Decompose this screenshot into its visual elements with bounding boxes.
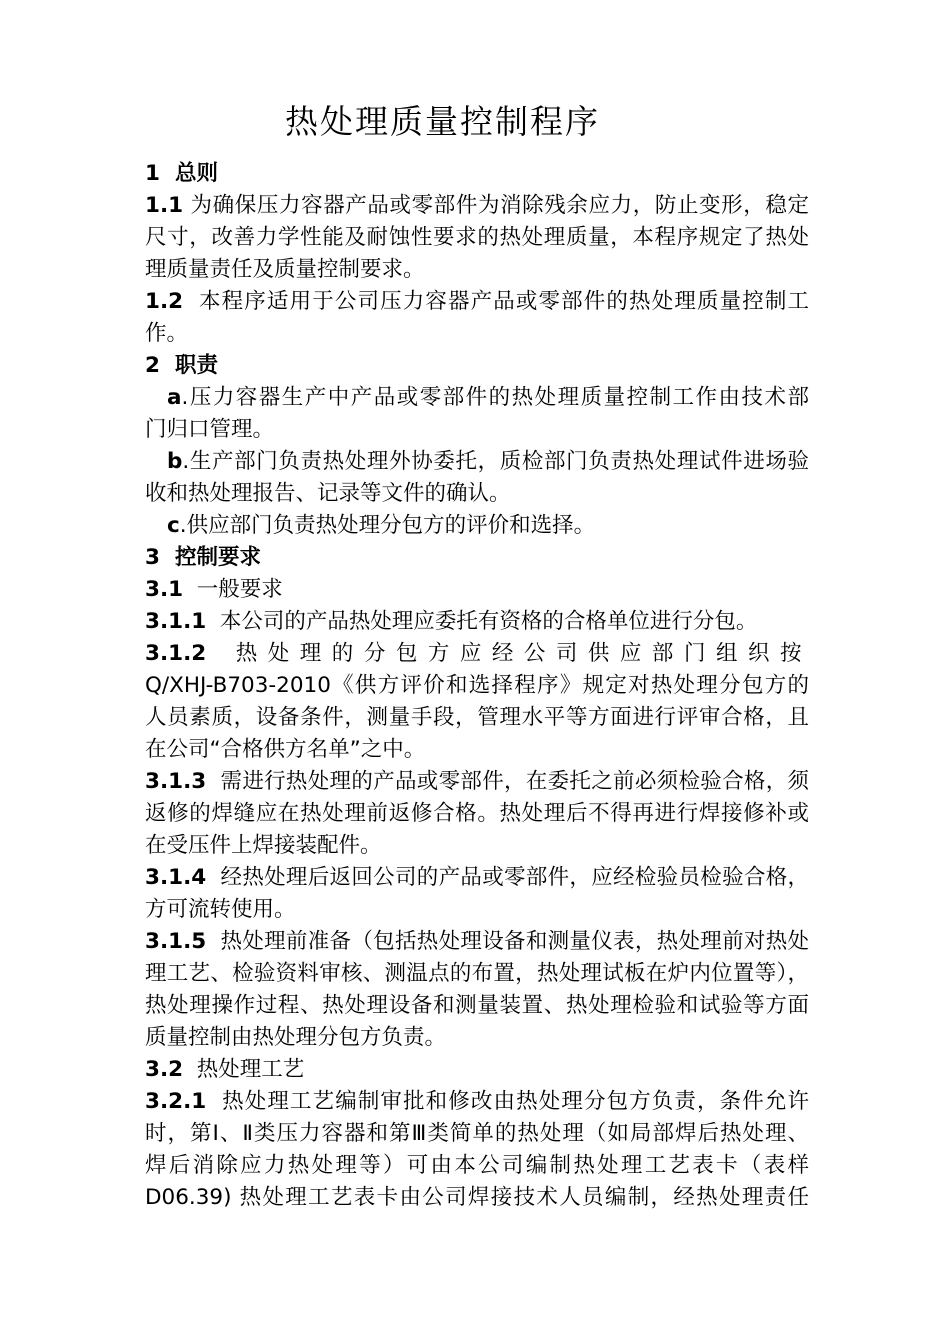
- item-letter: a: [167, 385, 182, 410]
- clause-line: 本公司的产品热处理应委托有资格的合格单位进行分包。: [219, 609, 758, 634]
- item-line: .供应部门负责热处理分包方的评价和选择。: [179, 513, 596, 538]
- subsection-number: 3.2: [145, 1057, 184, 1082]
- clause-3-1-2: [145, 638, 809, 766]
- section-title: 职责: [174, 353, 218, 378]
- clause-line: 焊后消除应力热处理等）可由本公司编制热处理工艺表卡（表样: [145, 1153, 809, 1178]
- clause-3-1-5: [145, 926, 809, 1054]
- clause-number: 1.2: [145, 289, 184, 314]
- clause-number: 3.2.1: [145, 1089, 207, 1114]
- clause-line: 本程序适用于公司压力容器产品或零部件的热处理质量控制工: [199, 289, 809, 314]
- item-line: 收和热处理报告、记录等文件的确认。: [145, 481, 511, 506]
- subsection-3-2-heading: [145, 1054, 809, 1086]
- item-line: .生产部门负责热处理外协委托，质检部门负责热处理试件进场验: [182, 449, 809, 474]
- section-3-heading: [145, 542, 809, 574]
- clause-line: 尺寸，改善力学性能及耐蚀性要求的热处理质量，本程序规定了热处: [145, 225, 809, 250]
- subsection-title: 一般要求: [196, 577, 283, 602]
- section-title: 总则: [174, 161, 218, 186]
- clause-line: 热处理前准备（包括热处理设备和测量仪表，热处理前对热处: [220, 929, 809, 954]
- clause-number: 3.1.4: [145, 865, 207, 890]
- section-number: 3: [145, 545, 160, 570]
- clause-line: 理质量责任及质量控制要求。: [145, 257, 425, 282]
- clause-3-1-4: [145, 862, 809, 926]
- subsection-number: 3.1: [145, 577, 184, 602]
- duty-a: [145, 382, 809, 446]
- clause-3-1-1: [145, 606, 809, 638]
- clause-line: 理工艺、检验资料审核、测温点的布置，热处理试板在炉内位置等），: [145, 961, 809, 986]
- clause-number: 3.1.5: [145, 929, 207, 954]
- item-letter: c: [167, 513, 180, 538]
- clause-line: 在受压件上焊接装配件。: [145, 833, 382, 858]
- clause-line: 质量控制由热处理分包方负责。: [145, 1025, 447, 1050]
- document-title: 热处理质量控制程序: [285, 102, 600, 141]
- clause-number: 3.1.3: [145, 769, 207, 794]
- clause-line: 热处理操作过程、热处理设备和测量装置、热处理检验和试验等方面: [145, 993, 809, 1018]
- duty-b: [145, 446, 809, 510]
- clause-line: 方可流转使用。: [145, 897, 296, 922]
- clause-line: 热处理工艺编制审批和修改由热处理分包方负责，条件允许: [222, 1089, 809, 1114]
- section-number: 2: [145, 353, 160, 378]
- clause-1-1: [145, 190, 809, 286]
- item-line: .压力容器生产中产品或零部件的热处理质量控制工作由技术部: [181, 385, 809, 410]
- clause-line: 时，第Ⅰ、Ⅱ类压力容器和第Ⅲ类简单的热处理（如局部焊后热处理、: [145, 1121, 809, 1146]
- clause-number: 3.1.2: [145, 641, 207, 666]
- item-line: 门归口管理。: [145, 417, 275, 442]
- duty-c: [145, 510, 809, 542]
- clause-line: 人员素质，设备条件，测量手段，管理水平等方面进行评审合格，且: [145, 705, 809, 730]
- clause-3-2-1: [145, 1086, 809, 1214]
- section-title: 控制要求: [174, 545, 261, 570]
- section-2-heading: [145, 350, 809, 382]
- clause-3-1-3: [145, 766, 809, 862]
- clause-line: 返修的焊缝应在热处理前返修合格。热处理后不得再进行焊接修补或: [145, 801, 809, 826]
- document-body: [145, 158, 809, 1214]
- item-letter: b: [167, 449, 183, 474]
- section-number: 1: [145, 161, 160, 186]
- clause-1-2: [145, 286, 809, 350]
- clause-line: Q/XHJ-B703-2010《供方评价和选择程序》规定对热处理分包方的: [145, 673, 809, 698]
- clause-line: 作。: [145, 321, 189, 346]
- clause-number: 1.1: [145, 193, 184, 218]
- clause-line: 热处理的分包方应经公司供应部门组织按: [235, 641, 809, 666]
- clause-line: 在公司“合格供方名单”之中。: [145, 737, 426, 762]
- clause-line: 经热处理后返回公司的产品或零部件，应经检验员检验合格，: [220, 865, 809, 890]
- subsection-title: 热处理工艺: [196, 1057, 305, 1082]
- subsection-3-1-heading: [145, 574, 809, 606]
- clause-line: 为确保压力容器产品或零部件为消除残余应力，防止变形，稳定: [190, 193, 809, 218]
- clause-line: 需进行热处理的产品或零部件，在委托之前必须检验合格，须: [220, 769, 809, 794]
- clause-line: D06.39) 热处理工艺表卡由公司焊接技术人员编制，经热处理责任: [145, 1185, 809, 1210]
- section-1-heading: [145, 158, 809, 190]
- clause-number: 3.1.1: [145, 609, 207, 634]
